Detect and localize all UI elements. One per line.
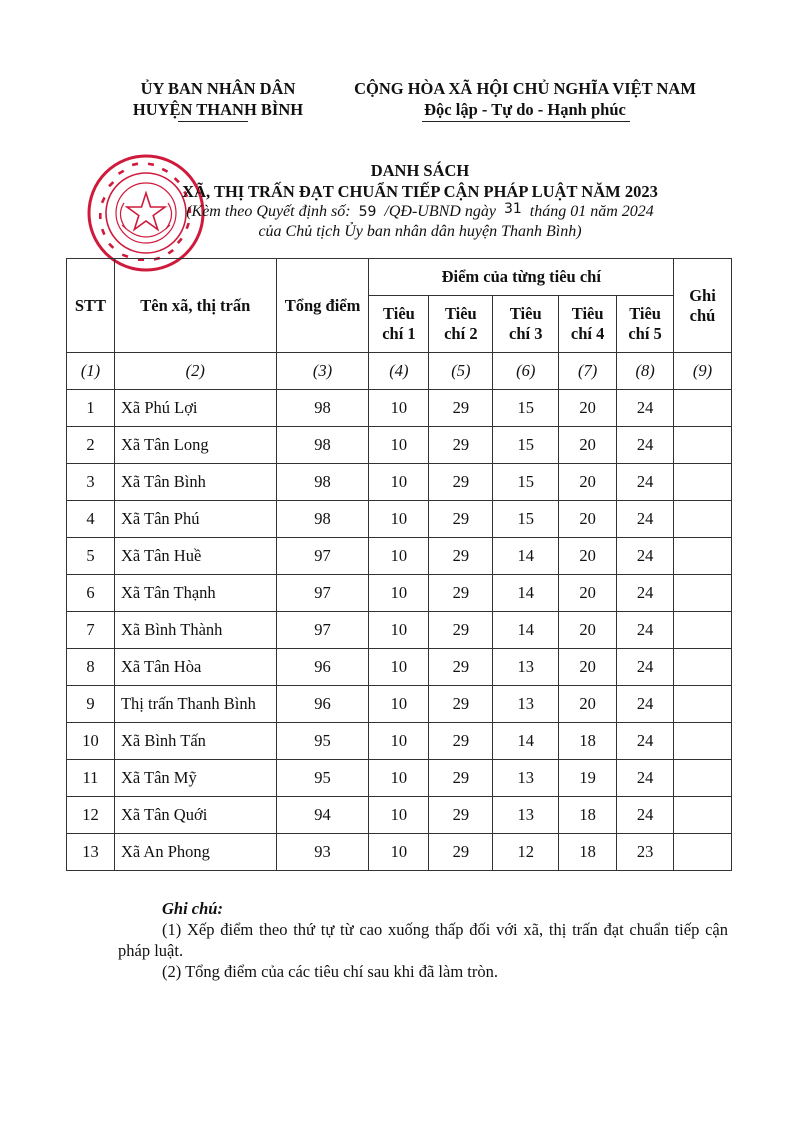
cell-total: 97 xyxy=(276,538,369,575)
header-criterion-1-l1: Tiêu xyxy=(383,304,415,323)
cell-criterion-4: 18 xyxy=(559,797,617,834)
document-title-block xyxy=(150,160,690,242)
cell-criterion-4: 20 xyxy=(559,464,617,501)
index-cell: (6) xyxy=(493,353,559,390)
cell-criterion-1: 10 xyxy=(369,464,429,501)
cell-criterion-3: 12 xyxy=(493,834,559,871)
cell-name: Thị trấn Thanh Bình xyxy=(114,686,276,723)
header-stt: STT xyxy=(67,259,115,353)
notes-heading: Ghi chú: xyxy=(162,899,223,918)
cell-stt: 3 xyxy=(67,464,115,501)
index-cell: (7) xyxy=(559,353,617,390)
table-row xyxy=(67,538,732,575)
index-cell: (3) xyxy=(276,353,369,390)
cell-criterion-3: 15 xyxy=(493,390,559,427)
cell-note xyxy=(674,649,732,686)
table-row xyxy=(67,723,732,760)
cell-note xyxy=(674,760,732,797)
cell-name: Xã Tân Hòa xyxy=(114,649,276,686)
cell-criterion-3: 15 xyxy=(493,464,559,501)
header-criterion-1 xyxy=(369,296,429,353)
cell-criterion-2: 29 xyxy=(429,834,493,871)
cell-criterion-1: 10 xyxy=(369,797,429,834)
cell-criterion-4: 19 xyxy=(559,760,617,797)
cell-criterion-2: 29 xyxy=(429,575,493,612)
cell-criterion-5: 24 xyxy=(617,427,674,464)
cell-stt: 4 xyxy=(67,501,115,538)
cell-name: Xã Tân Long xyxy=(114,427,276,464)
index-cell: (5) xyxy=(429,353,493,390)
cell-criterion-2: 29 xyxy=(429,760,493,797)
cell-total: 98 xyxy=(276,501,369,538)
cell-name: Xã Tân Bình xyxy=(114,464,276,501)
cell-stt: 8 xyxy=(67,649,115,686)
cell-stt: 13 xyxy=(67,834,115,871)
cell-stt: 5 xyxy=(67,538,115,575)
issuer-line2: HUYỆN THANH BÌNH xyxy=(132,100,304,119)
table-row xyxy=(67,501,732,538)
header-criterion-2-l2: chí 2 xyxy=(444,324,478,343)
cell-criterion-2: 29 xyxy=(429,649,493,686)
cell-total: 97 xyxy=(276,612,369,649)
cell-name: Xã Bình Tấn xyxy=(114,723,276,760)
cell-criterion-2: 29 xyxy=(429,797,493,834)
cell-total: 98 xyxy=(276,464,369,501)
cell-criterion-1: 10 xyxy=(369,427,429,464)
table-row xyxy=(67,760,732,797)
header-criterion-5 xyxy=(617,296,674,353)
header-criterion-2 xyxy=(429,296,493,353)
issuer-underline xyxy=(178,121,248,122)
cell-criterion-2: 29 xyxy=(429,390,493,427)
cell-criterion-3: 14 xyxy=(493,538,559,575)
notes-section xyxy=(118,898,728,982)
header-criterion-1-l2: chí 1 xyxy=(382,324,416,343)
cell-criterion-5: 24 xyxy=(617,390,674,427)
cell-criterion-5: 24 xyxy=(617,723,674,760)
header-criterion-4-l1: Tiêu xyxy=(571,304,604,323)
ranking-table xyxy=(66,258,732,871)
cell-name: Xã Tân Thạnh xyxy=(114,575,276,612)
cell-name: Xã Tân Huề xyxy=(114,538,276,575)
header-criterion-4 xyxy=(559,296,617,353)
cell-criterion-5: 24 xyxy=(617,575,674,612)
table-row xyxy=(67,612,732,649)
cell-criterion-1: 10 xyxy=(369,612,429,649)
cell-note xyxy=(674,575,732,612)
issuer-line1: ỦY BAN NHÂN DÂN xyxy=(140,79,296,98)
column-index-row xyxy=(67,353,732,390)
cell-note xyxy=(674,427,732,464)
header-criterion-2-l1: Tiêu xyxy=(444,304,477,323)
cell-criterion-5: 24 xyxy=(617,538,674,575)
cell-total: 95 xyxy=(276,760,369,797)
cell-stt: 9 xyxy=(67,686,115,723)
cell-criterion-4: 20 xyxy=(559,686,617,723)
cell-criterion-3: 14 xyxy=(493,575,559,612)
cell-criterion-5: 23 xyxy=(617,834,674,871)
cell-criterion-5: 24 xyxy=(617,501,674,538)
table-row xyxy=(67,575,732,612)
header-criterion-3-l1: Tiêu xyxy=(509,304,542,323)
cell-total: 96 xyxy=(276,649,369,686)
table-row xyxy=(67,464,732,501)
cell-criterion-4: 20 xyxy=(559,575,617,612)
table-row xyxy=(67,427,732,464)
index-cell: (8) xyxy=(617,353,674,390)
cell-name: Xã Tân Phú xyxy=(114,501,276,538)
cell-total: 93 xyxy=(276,834,369,871)
national-name: CỘNG HÒA XÃ HỘI CHỦ NGHĨA VIỆT NAM xyxy=(354,79,696,98)
cell-criterion-1: 10 xyxy=(369,649,429,686)
cell-stt: 1 xyxy=(67,390,115,427)
issuer-block xyxy=(108,78,328,120)
cell-criterion-5: 24 xyxy=(617,464,674,501)
cell-criterion-3: 13 xyxy=(493,797,559,834)
cell-criterion-5: 24 xyxy=(617,797,674,834)
cell-total: 94 xyxy=(276,797,369,834)
cell-stt: 12 xyxy=(67,797,115,834)
cell-criterion-1: 10 xyxy=(369,760,429,797)
cell-total: 95 xyxy=(276,723,369,760)
cell-criterion-5: 24 xyxy=(617,686,674,723)
cell-note xyxy=(674,390,732,427)
cell-name: Xã Tân Quới xyxy=(114,797,276,834)
table-row xyxy=(67,649,732,686)
cell-criterion-3: 14 xyxy=(493,612,559,649)
cell-criterion-1: 10 xyxy=(369,390,429,427)
national-motto-block xyxy=(330,78,720,120)
cell-note xyxy=(674,464,732,501)
cell-criterion-5: 24 xyxy=(617,612,674,649)
cell-criterion-4: 18 xyxy=(559,834,617,871)
cell-total: 98 xyxy=(276,427,369,464)
cell-criterion-1: 10 xyxy=(369,686,429,723)
cell-criterion-3: 13 xyxy=(493,760,559,797)
cell-criterion-4: 20 xyxy=(559,390,617,427)
cell-criterion-2: 29 xyxy=(429,464,493,501)
cell-note xyxy=(674,686,732,723)
cell-name: Xã Tân Mỹ xyxy=(114,760,276,797)
cell-criterion-2: 29 xyxy=(429,723,493,760)
cell-criterion-3: 15 xyxy=(493,427,559,464)
cell-stt: 10 xyxy=(67,723,115,760)
cell-criterion-1: 10 xyxy=(369,723,429,760)
decision-number: 59 xyxy=(358,204,377,220)
index-cell: (9) xyxy=(674,353,732,390)
header-criterion-3-l2: chí 3 xyxy=(509,324,543,343)
cell-note xyxy=(674,834,732,871)
cell-name: Xã Phú Lợi xyxy=(114,390,276,427)
cell-stt: 6 xyxy=(67,575,115,612)
cell-criterion-1: 10 xyxy=(369,501,429,538)
document-subtitle: XÃ, THỊ TRẤN ĐẠT CHUẨN TIẾP CẬN PHÁP LUẬT NĂM 2023 xyxy=(182,182,658,201)
cell-criterion-2: 29 xyxy=(429,501,493,538)
cell-stt: 7 xyxy=(67,612,115,649)
cell-note xyxy=(674,612,732,649)
decision-month-year: tháng 01 năm 2024 xyxy=(529,203,654,220)
cell-criterion-4: 18 xyxy=(559,723,617,760)
cell-criterion-2: 29 xyxy=(429,427,493,464)
decision-prefix: (Kèm theo Quyết định số: xyxy=(186,203,351,220)
header-total: Tổng điểm xyxy=(276,259,369,353)
cell-criterion-5: 24 xyxy=(617,649,674,686)
cell-criterion-3: 13 xyxy=(493,649,559,686)
motto-underline xyxy=(422,121,630,122)
cell-total: 97 xyxy=(276,575,369,612)
note-item-2: (2) Tổng điểm của các tiêu chí sau khi đã làm tròn. xyxy=(162,962,499,981)
cell-total: 98 xyxy=(276,390,369,427)
cell-criterion-1: 10 xyxy=(369,538,429,575)
motto: Độc lập - Tự do - Hạnh phúc xyxy=(424,100,626,119)
index-cell: (2) xyxy=(114,353,276,390)
cell-stt: 11 xyxy=(67,760,115,797)
cell-criterion-3: 13 xyxy=(493,686,559,723)
decision-code: /QĐ-UBND ngày xyxy=(384,203,496,220)
cell-name: Xã Bình Thành xyxy=(114,612,276,649)
header-note-line2: chú xyxy=(689,305,716,325)
cell-stt: 2 xyxy=(67,427,115,464)
decision-reference xyxy=(150,202,690,222)
cell-criterion-5: 24 xyxy=(617,760,674,797)
cell-criterion-3: 14 xyxy=(493,723,559,760)
cell-note xyxy=(674,723,732,760)
header-criterion-4-l2: chí 4 xyxy=(570,324,605,343)
cell-criterion-4: 20 xyxy=(559,649,617,686)
header-criterion-3 xyxy=(493,296,559,353)
index-cell: (1) xyxy=(67,353,115,390)
cell-criterion-1: 10 xyxy=(369,834,429,871)
cell-note xyxy=(674,538,732,575)
cell-criterion-2: 29 xyxy=(429,538,493,575)
header-criterion-5-l2: chí 5 xyxy=(628,324,662,343)
decision-issuer: của Chủ tịch Ủy ban nhân dân huyện Thanh Bình) xyxy=(258,223,582,240)
index-cell: (4) xyxy=(369,353,429,390)
table-row xyxy=(67,797,732,834)
cell-note xyxy=(674,501,732,538)
cell-criterion-4: 20 xyxy=(559,538,617,575)
cell-criterion-2: 29 xyxy=(429,612,493,649)
cell-criterion-4: 20 xyxy=(559,612,617,649)
cell-criterion-2: 29 xyxy=(429,686,493,723)
cell-criterion-1: 10 xyxy=(369,575,429,612)
table-row xyxy=(67,834,732,871)
cell-note xyxy=(674,797,732,834)
cell-name: Xã An Phong xyxy=(114,834,276,871)
document-title: DANH SÁCH xyxy=(370,161,470,180)
header-note xyxy=(674,259,732,353)
header-note-line1: Ghi xyxy=(689,285,716,305)
header-criterion-5-l1: Tiêu xyxy=(629,304,661,323)
header-name: Tên xã, thị trấn xyxy=(114,259,276,353)
cell-criterion-4: 20 xyxy=(559,427,617,464)
note-item-1: (1) Xếp điểm theo thứ tự từ cao xuống thấp đối với xã, thị trấn đạt chuẩn tiếp cận pháp luật. xyxy=(118,920,728,960)
decision-day: 31 xyxy=(503,201,522,217)
header-criteria-group: Điểm của từng tiêu chí xyxy=(369,259,674,296)
cell-criterion-3: 15 xyxy=(493,501,559,538)
cell-total: 96 xyxy=(276,686,369,723)
cell-criterion-4: 20 xyxy=(559,501,617,538)
table-row xyxy=(67,390,732,427)
table-row xyxy=(67,686,732,723)
